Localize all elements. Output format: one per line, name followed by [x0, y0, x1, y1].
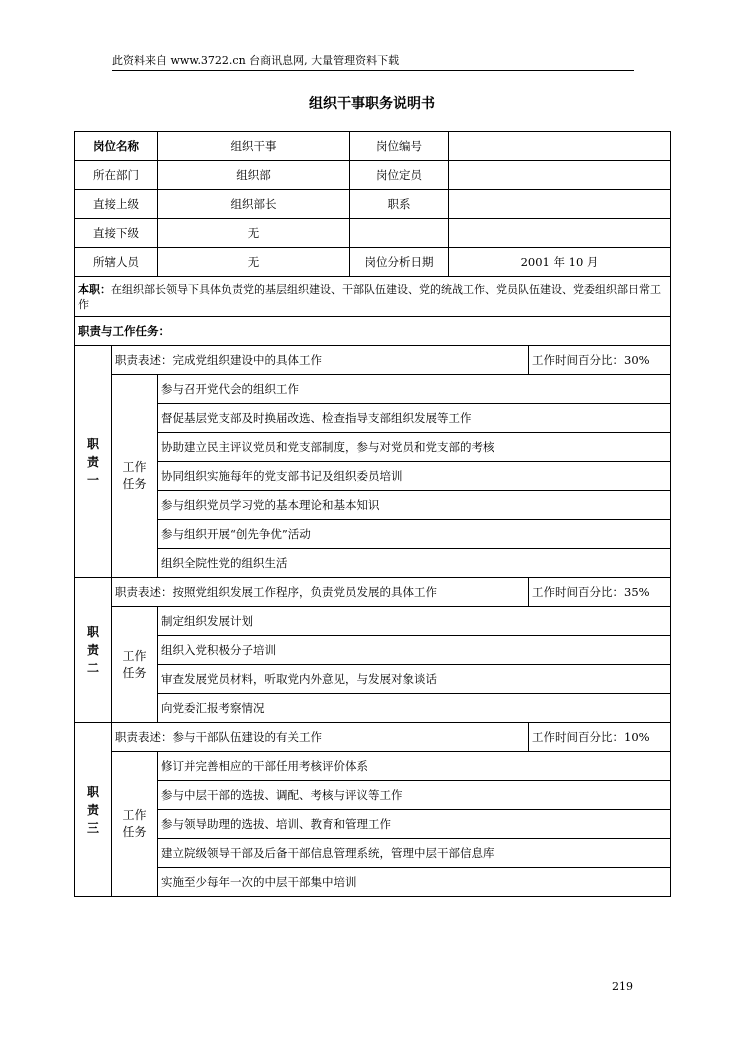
job-family-value: [449, 190, 671, 219]
info-row: [75, 248, 671, 277]
duty-1-task-label: 工作 任务: [112, 375, 158, 578]
duty-3-task-label: 工作 任务: [112, 752, 158, 897]
page-number: 219: [612, 980, 633, 993]
task-row: [75, 549, 671, 578]
task-item: 向党委汇报考察情况: [158, 694, 671, 723]
job-description-table: [74, 131, 671, 897]
analysis-date-label: 岗位分析日期: [350, 248, 449, 277]
duty-statement-row: [75, 723, 671, 752]
core-duty-cell: [75, 277, 671, 317]
core-duty-text: 在组织部长领导下具体负责党的基层组织建设、干部队伍建设、党的统战工作、党员队伍建设、党委组织部日常工作: [78, 282, 661, 311]
duty-3-time-percent: 工作时间百分比：10%: [529, 723, 671, 752]
task-item: 督促基层党支部及时换届改选、检查指导支部组织发展等工作: [158, 404, 671, 433]
task-item: 组织入党积极分子培训: [158, 636, 671, 665]
core-duty-label: 本职：: [78, 282, 111, 296]
task-item: 协同组织实施每年的党支部书记及组织委员培训: [158, 462, 671, 491]
task-row: [75, 375, 671, 404]
task-item: 修订并完善相应的干部任用考核评价体系: [158, 752, 671, 781]
task-row: [75, 868, 671, 897]
task-row: [75, 839, 671, 868]
empty-cell: [449, 219, 671, 248]
task-item: 参与中层干部的选拔、调配、考核与评议等工作: [158, 781, 671, 810]
info-row: [75, 161, 671, 190]
duty-1-label: 职 责 一: [75, 346, 112, 578]
task-row: [75, 520, 671, 549]
duty-3-statement: 职责表述：参与干部队伍建设的有关工作: [112, 723, 529, 752]
task-item: 建立院级领导干部及后备干部信息管理系统，管理中层干部信息库: [158, 839, 671, 868]
staff-count-label: 所辖人员: [75, 248, 158, 277]
task-row: [75, 781, 671, 810]
task-item: 组织全院性党的组织生活: [158, 549, 671, 578]
document-title: 组织干事职务说明书: [309, 96, 435, 112]
duty-statement-row: [75, 578, 671, 607]
task-item: 参与领导助理的选拔、培训、教育和管理工作: [158, 810, 671, 839]
position-code-label: 岗位编号: [350, 132, 449, 161]
task-item: 参与组织党员学习党的基本理论和基本知识: [158, 491, 671, 520]
task-row: [75, 491, 671, 520]
headcount-value: [449, 161, 671, 190]
duty-2-time-percent: 工作时间百分比：35%: [529, 578, 671, 607]
direct-superior-value: 组织部长: [158, 190, 350, 219]
page-header: 此资料来自 www.3722.cn 台商讯息网, 大量管理资料下载: [112, 54, 634, 71]
core-duty-row: [75, 277, 671, 317]
task-row: [75, 810, 671, 839]
duty-statement-row: [75, 346, 671, 375]
position-name-label: 岗位名称: [75, 132, 158, 161]
direct-subordinate-label: 直接下级: [75, 219, 158, 248]
task-row: [75, 636, 671, 665]
duty-2-statement: 职责表述：按照党组织发展工作程序，负责党员发展的具体工作: [112, 578, 529, 607]
direct-superior-label: 直接上级: [75, 190, 158, 219]
duty-2-label: 职 责 二: [75, 578, 112, 723]
section-title-row: [75, 317, 671, 346]
info-row: [75, 190, 671, 219]
task-row: [75, 433, 671, 462]
task-row: [75, 607, 671, 636]
task-item: 制定组织发展计划: [158, 607, 671, 636]
duty-2-task-label: 工作 任务: [112, 607, 158, 723]
duty-1-statement: 职责表述：完成党组织建设中的具体工作: [112, 346, 529, 375]
analysis-date-value: 2001 年 10 月: [449, 248, 671, 277]
task-item: 审查发展党员材料，听取党内外意见，与发展对象谈话: [158, 665, 671, 694]
section-title: 职责与工作任务：: [75, 317, 671, 346]
task-row: [75, 665, 671, 694]
task-item: 参与组织开展“创先争优”活动: [158, 520, 671, 549]
headcount-label: 岗位定员: [350, 161, 449, 190]
task-item: 协助建立民主评议党员和党支部制度，参与对党员和党支部的考核: [158, 433, 671, 462]
task-row: [75, 752, 671, 781]
direct-subordinate-value: 无: [158, 219, 350, 248]
position-code-value: [449, 132, 671, 161]
position-name-value: 组织干事: [158, 132, 350, 161]
empty-cell: [350, 219, 449, 248]
department-label: 所在部门: [75, 161, 158, 190]
task-item: 实施至少每年一次的中层干部集中培训: [158, 868, 671, 897]
job-family-label: 职系: [350, 190, 449, 219]
staff-count-value: 无: [158, 248, 350, 277]
duty-1-time-percent: 工作时间百分比：30%: [529, 346, 671, 375]
task-row: [75, 462, 671, 491]
task-item: 参与召开党代会的组织工作: [158, 375, 671, 404]
department-value: 组织部: [158, 161, 350, 190]
info-row: [75, 132, 671, 161]
info-row: [75, 219, 671, 248]
task-row: [75, 404, 671, 433]
duty-3-label: 职 责 三: [75, 723, 112, 897]
task-row: [75, 694, 671, 723]
